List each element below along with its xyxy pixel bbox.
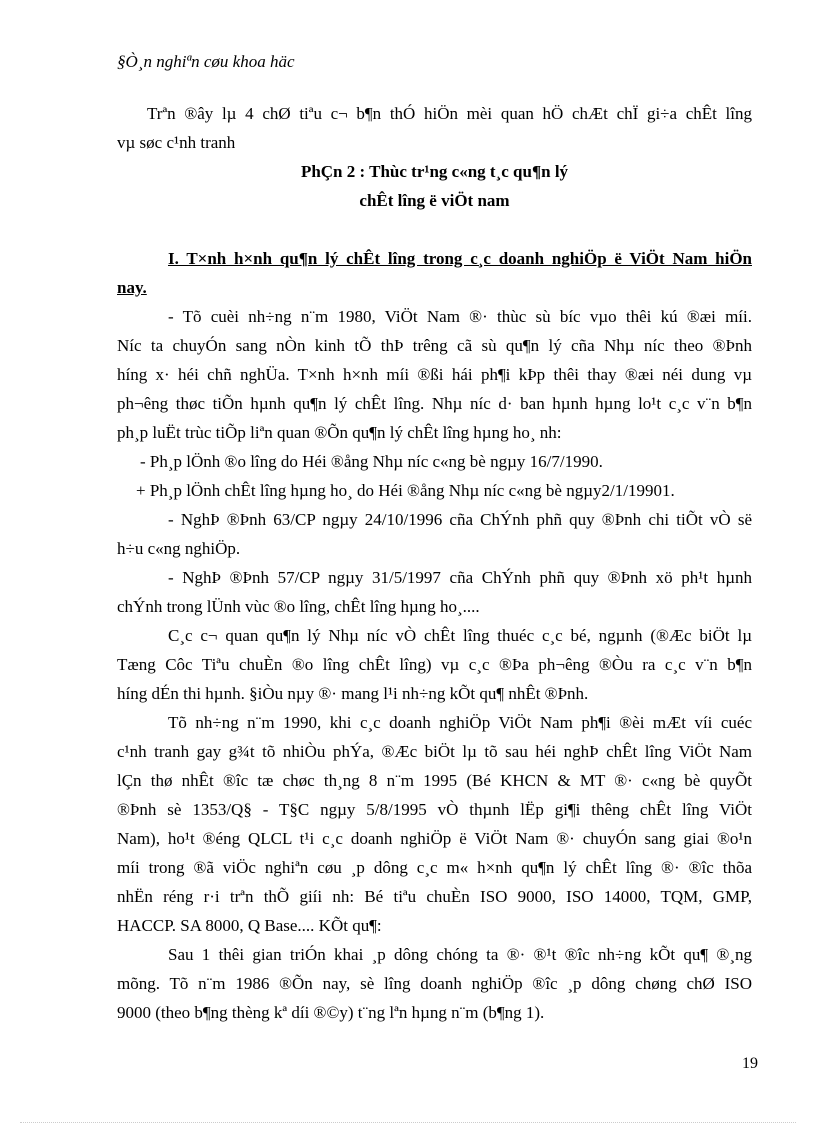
body-line: híng x· héi chñ nghÜa. T×nh h×nh míi ®ßi hái ph¶i kÞp thêi thay ®æi néi dung vµ [117,365,752,384]
body-line: lÇn thø nhÊt ®îc tæ chøc th¸ng 8 n¨m 1995 (Bé KHCN & MT ®· c«ng bè quyÕt [117,771,752,790]
body-line: Tæng Côc Tiªu chuÈn ®o lîng chÊt lîng) vµ c¸c ®Þa ph¬êng ®Òu ra c¸c v¨n b¶n [117,655,752,674]
body-line: c¹nh tranh gay g¾t tõ nhiÒu phÝa, ®Æc biÖt lµ tõ sau héi nghÞ chÊt lîng ViÖt Nam [117,742,752,761]
page-number: 19 [742,1055,758,1072]
body-line: h÷u c«ng nghiÖp. [117,539,241,558]
body-line: - Ph¸p lÖnh ®o lîng do Héi ®ång Nhµ níc c«ng bè ngµy 16/7/1990. [140,452,603,471]
body-line: Níc ta chuyÓn sang nÒn kinh tÕ thÞ trêng cã sù qu¶n lý cña Nhµ níc theo ®Þnh [117,336,752,355]
body-line: C¸c c¬ quan qu¶n lý Nhµ níc vÒ chÊt lîng thuéc c¸c bé, ngµnh (®Æc biÖt lµ [168,626,752,645]
body-line: Sau 1 thêi gian triÓn khai ¸p dông chóng ta ®· ®¹t ®îc nh÷ng kÕt qu¶ ®¸ng [168,945,752,964]
subsection-heading: I. T×nh h×nh qu¶n lý chÊt lîng trong c¸c doanh nghiÖp ë ViÖt Nam hiÖn [168,249,752,268]
body-line: + Ph¸p lÖnh chÊt lîng hµng ho¸ do Héi ®ång Nhµ níc c«ng bè ngµy2/1/19901. [136,481,675,500]
body-line: ph¸p luËt trùc tiÕp liªn quan ®Õn qu¶n lý chÊt lîng hµng ho¸ nh: [117,423,562,442]
body-line: - NghÞ ®Þnh 57/CP ngµy 31/5/1997 cña ChÝnh phñ quy ®Þnh xö ph¹t hµnh [168,568,752,587]
paragraph-line: vµ søc c¹nh tranh [117,133,236,152]
section-title: chÊt lîng ë viÖt nam [359,191,510,210]
subsection-heading: nay. [117,278,147,297]
body-line: híng dÉn thi hµnh. §iÒu nµy ®· mang l¹i nh÷ng kÕt qu¶ nhÊt ®Þnh. [117,684,589,703]
page-header: §Ò¸n nghiªn cøu khoa häc [117,52,295,71]
body-line: - Tõ cuèi nh÷ng n¨m 1980, ViÖt Nam ®· thùc sù bíc vµo thêi kú ®æi míi. [168,307,752,326]
section-title: PhÇn 2 : Thùc tr¹ng c«ng t¸c qu¶n lý [300,162,569,181]
body-line: Nam), ho¹t ®éng QLCL t¹i c¸c doanh nghiÖp ë ViÖt Nam ®· chuyÓn sang giai ®o¹n [117,829,752,848]
body-line: míi trong ®ã viÖc nghiªn cøu ¸p dông c¸c m« h×nh qu¶n lý chÊt lîng ®· ®îc thõa [117,858,752,877]
body-line: ph¬êng thøc tiÕn hµnh qu¶n lý chÊt lîng. Nhµ níc d· ban hµnh hµng lo¹t c¸c v¨n b¶n [117,394,752,413]
body-line: ®Þnh sè 1353/Q§ - T§C ngµy 5/8/1995 vÒ thµnh lËp gi¶i thêng chÊt lîng ViÖt [117,800,752,819]
body-line: HACCP. SA 8000, Q Base.... KÕt qu¶: [117,916,382,935]
body-line: Tõ nh÷ng n¨m 1990, khi c¸c doanh nghiÖp ViÖt Nam ph¶i ®èi mÆt víi cuéc [168,713,752,732]
paragraph-line: Trªn ®ây lµ 4 chØ tiªu c¬ b¶n thÓ hiÖn mèi quan hÖ chÆt chÏ gi÷a chÊt lîng [147,104,752,123]
body-line: chÝnh trong lÜnh vùc ®o lîng, chÊt lîng hµng ho¸.... [117,597,480,616]
body-line: mõng. Tõ n¨m 1986 ®Õn nay, sè lîng doanh nghiÖp ®îc ¸p dông chøng chØ ISO [117,974,752,993]
body-line: nhËn réng r·i trªn thÕ giíi nh: Bé tiªu chuÈn ISO 9000, ISO 14000, TQM, GMP, [117,887,752,906]
body-line: 9000 (theo b¶ng thèng kª díi ®©y) t¨ng lªn hµng n¨m (b¶ng 1). [117,1003,545,1022]
body-line: - NghÞ ®Þnh 63/CP ngµy 24/10/1996 cña ChÝnh phñ quy ®Þnh chi tiÕt vÒ së [168,510,752,529]
